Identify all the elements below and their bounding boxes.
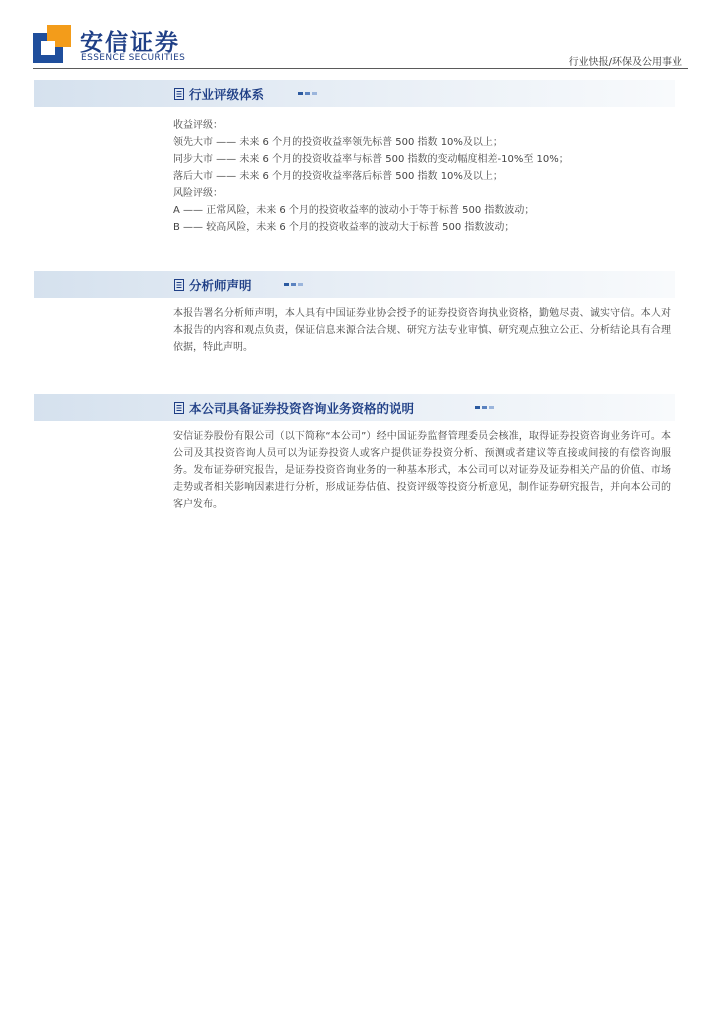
essence-logo — [33, 25, 73, 65]
document-icon — [174, 402, 184, 414]
text-line: 同步大市 —— 未来 6 个月的投资收益率与标普 500 指数的变动幅度相差-10%至 10%； — [173, 154, 569, 165]
section-header-rating — [34, 80, 675, 107]
section-title-text: 行业评级体系 — [189, 87, 265, 102]
decorative-dots — [475, 406, 494, 409]
section-title-text: 分析师声明 — [189, 278, 252, 293]
document-icon — [174, 279, 184, 291]
report-category: 行业快报/环保及公用事业 — [568, 57, 682, 68]
section-header-qualification — [34, 394, 675, 421]
section-title — [174, 276, 252, 294]
text-line: A —— 正常风险，未来 6 个月的投资收益率的波动小于等于标普 500 指数波动； — [173, 205, 535, 216]
text-line: 风险评级： — [173, 188, 223, 199]
brand-name-cn: 安信证券 — [80, 30, 180, 56]
text-line: B —— 较高风险，未来 6 个月的投资收益率的波动大于标普 500 指数波动； — [173, 222, 515, 233]
decorative-dots — [298, 92, 317, 95]
qualification-text: 安信证券股份有限公司（以下简称“本公司”）经中国证券监督管理委员会核准，取得证券投资咨询业务许可。本公司及其投资咨询人员可以为证券投资人或客户提供证券投资分析、预测或者建议等直接或间接的有偿咨询服务。发布证券研究报告，是证券投资咨询业务的一种基本形式，本公司可以对证券及证券相关产品的价值、市场走势或者相关影响因素进行分析，形成证券估值、投资评级等投资分析意见，制作证券研究报告，并向本公司的客户发布。 — [173, 431, 671, 510]
brand-name-en: ESSENCE SECURITIES — [81, 53, 186, 63]
text-line: 收益评级： — [173, 120, 223, 131]
section-title — [174, 85, 264, 103]
decorative-dots — [284, 283, 303, 286]
section-title — [174, 399, 414, 417]
text-line: 落后大市 —— 未来 6 个月的投资收益率落后标普 500 指数 10%及以上； — [173, 171, 503, 182]
section-header-analyst — [34, 271, 675, 298]
analyst-statement-text: 本报告署名分析师声明，本人具有中国证券业协会授予的证券投资咨询执业资格，勤勉尽责、诚实守信。本人对本报告的内容和观点负责，保证信息来源合法合规、研究方法专业审慎、研究观点独立公正、分析结论具有合理依据，特此声明。 — [173, 308, 671, 353]
text-line: 领先大市 —— 未来 6 个月的投资收益率领先标普 500 指数 10%及以上； — [173, 137, 503, 148]
rating-system-text — [173, 117, 671, 236]
page-header — [0, 0, 724, 80]
document-icon — [174, 88, 184, 100]
header-divider — [33, 68, 688, 69]
section-title-text: 本公司具备证券投资咨询业务资格的说明 — [189, 401, 415, 416]
